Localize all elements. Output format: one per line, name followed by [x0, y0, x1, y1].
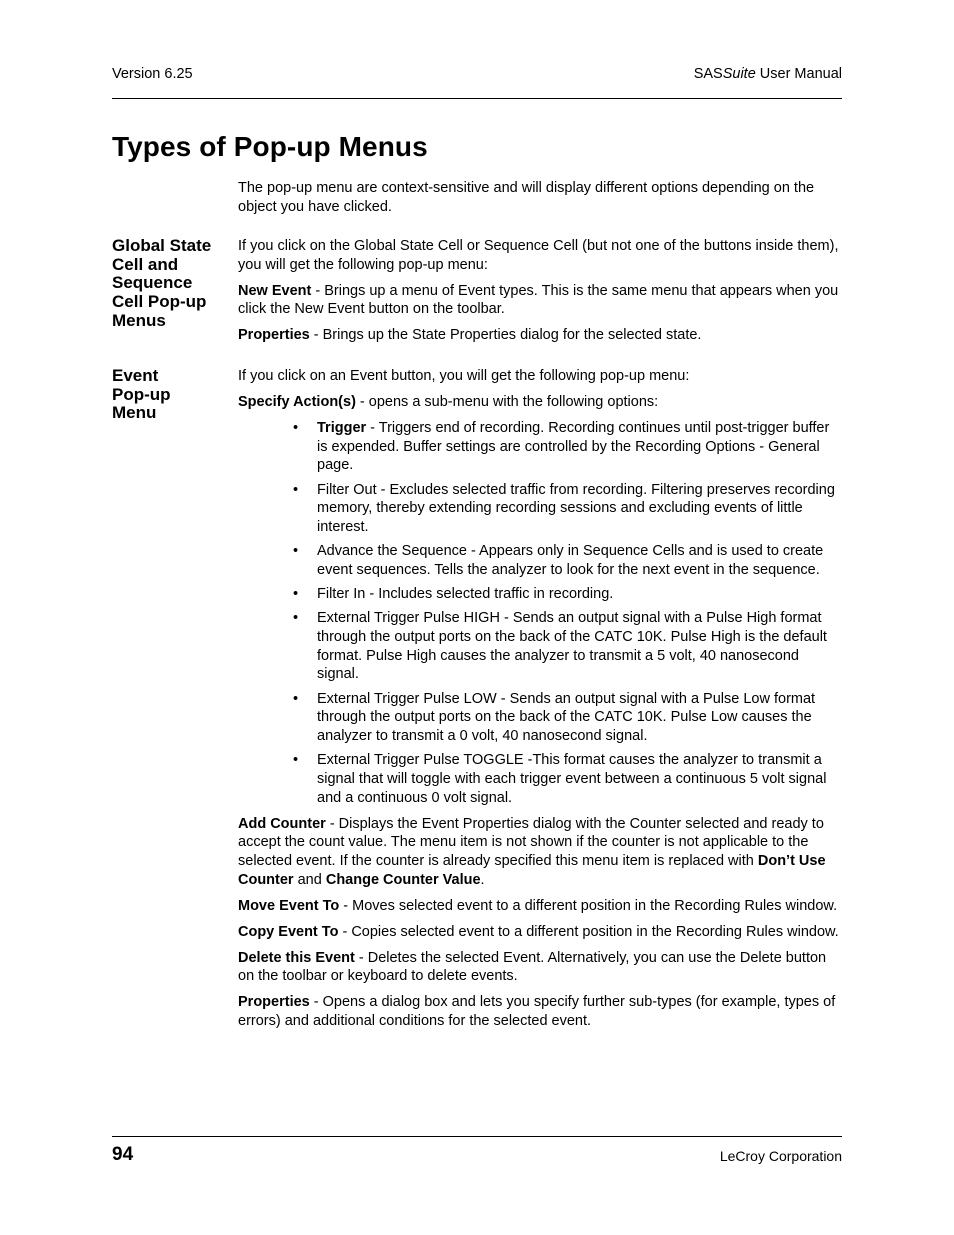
list-item: • Filter Out - Excludes selected traffic from recording. Filtering preserves recording memory, thereby extending recording sessions and excluding events of little interest.: [293, 481, 835, 536]
section-heading-global: Global State Cell and Sequence Cell Pop-up Menus: [112, 236, 212, 330]
bullet-icon: •: [293, 752, 299, 769]
menu-item-add-counter: Add Counter - Displays the Event Properties dialog with the Counter selected and ready to accept the count value. The menu item is not shown if the counter is not applicable to the selected event. If the counter is already specified this menu item is replaced with Don’t Use Counter and Change Counter Value.: [238, 815, 826, 888]
list-item: • External Trigger Pulse LOW - Sends an output signal with a Pulse Low format through the output ports on the back of the CATC 10K. Pulse Low causes the analyzer to transmit a 0 volt, 40 nanosecond signal.: [293, 690, 816, 745]
header-rule: [112, 98, 842, 99]
bullet-icon: •: [293, 690, 299, 707]
footer-rule: [112, 1136, 842, 1137]
section-heading-event: Event Pop-up Menu: [112, 366, 171, 423]
intro-paragraph: The pop-up menu are context-sensitive and will display different options depending on the object you have clicked.: [238, 180, 815, 215]
list-item: • Filter In - Includes selected traffic in recording.: [293, 586, 614, 603]
menu-item-move-event: Move Event To - Moves selected event to a different position in the Recording Rules window.: [238, 897, 838, 914]
list-item: • External Trigger Pulse HIGH - Sends an output signal with a Pulse High format through the output ports on the back of the CATC 10K. Pulse High is the default format. Pulse High causes the analyzer to transmit a 5 volt, 40 nanosecond signal.: [293, 610, 827, 683]
header-version: Version 6.25: [112, 66, 193, 82]
header-manual-title: SASSuite User Manual: [693, 66, 842, 82]
list-item: • External Trigger Pulse TOGGLE -This format causes the analyzer to transmit a signal that will toggle with each trigger event between a continuous 5 volt signal and a continuous 0 volt signal.: [293, 752, 827, 806]
bullet-icon: •: [293, 420, 299, 436]
section-body-global: [238, 237, 842, 352]
menu-item-specify-actions: Specify Action(s) - opens a sub-menu with the following options:: [238, 394, 659, 410]
list-item: • Advance the Sequence - Appears only in Sequence Cells and is used to create event sequences. Tells the analyzer to look for the next event in the sequence.: [293, 543, 824, 578]
list-item: • Trigger - Triggers end of recording. Recording continues until post-trigger buffer is expended. Buffer settings are controlled by the Recording Options - General page.: [293, 420, 830, 474]
page-number: 94: [112, 1144, 134, 1165]
menu-item-delete-event: Delete this Event - Deletes the selected Event. Alternatively, you can use the Delete button on the toolbar or keyboard to delete events.: [238, 949, 827, 985]
event-intro: If you click on an Event button, you will get the following pop-up menu:: [238, 368, 690, 384]
menu-item-new-event: New Event - Brings up a menu of Event types. This is the same menu that appears when you click the New Event button on the toolbar.: [238, 282, 839, 318]
bullet-icon: •: [293, 586, 299, 603]
specify-actions-options: [238, 419, 842, 807]
bullet-icon: •: [293, 543, 299, 560]
menu-item-properties: Properties - Brings up the State Properties dialog for the selected state.: [238, 327, 702, 344]
bullet-icon: •: [293, 481, 299, 498]
page-title: Types of Pop-up Menus: [112, 131, 428, 162]
menu-item-copy-event: Copy Event To - Copies selected event to a different position in the Recording Rules window.: [238, 923, 839, 940]
bullet-icon: •: [293, 610, 299, 627]
global-intro: If you click on the Global State Cell or Sequence Cell (but not one of the buttons inside them), you will get the following pop-up menu:: [238, 238, 839, 273]
footer-company: LeCroy Corporation: [719, 1148, 842, 1164]
section-body-event: [238, 367, 842, 1038]
menu-item-event-properties: Properties - Opens a dialog box and lets you specify further sub-types (for example, types of errors) and additional conditions for the selected event.: [238, 994, 836, 1030]
